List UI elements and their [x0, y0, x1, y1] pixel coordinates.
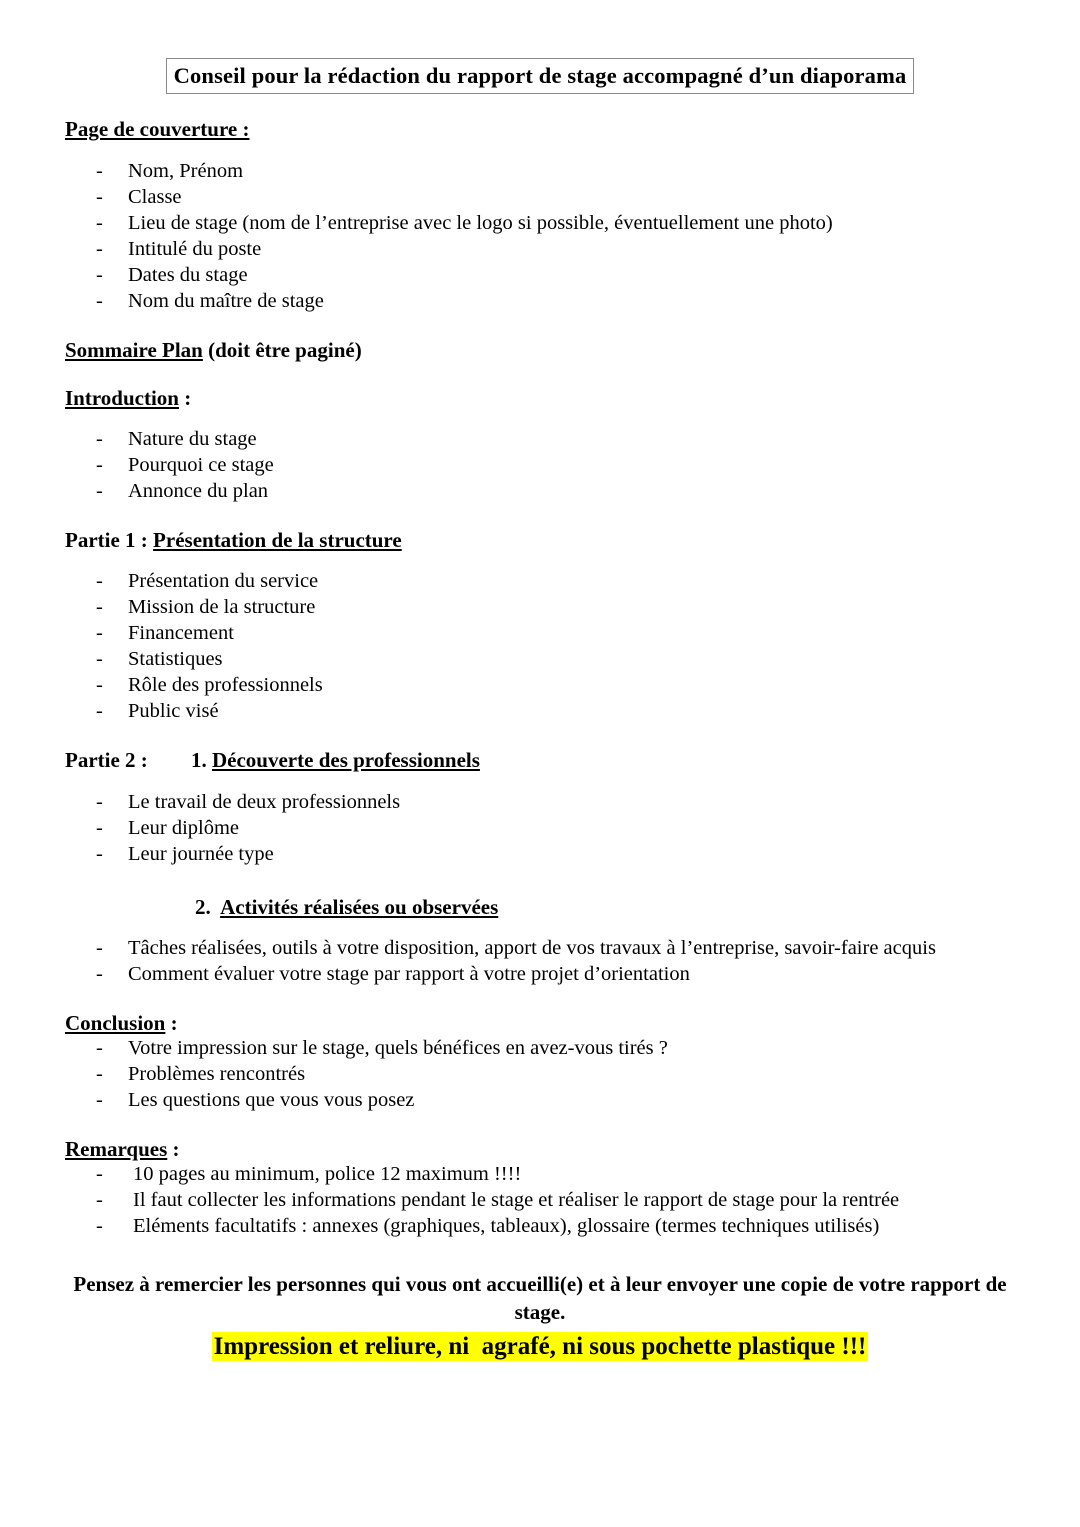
list-item: [0, 263, 1080, 289]
spacer: [0, 315, 1080, 337]
list-item: [0, 569, 1080, 595]
bullet-dash-icon: -: [96, 263, 103, 286]
section-sommaire-plan: [0, 337, 1080, 363]
heading-conclusion: [65, 1010, 1080, 1036]
list-item: [0, 1214, 1080, 1240]
section-closing: [0, 1271, 1080, 1363]
bullet-dash-icon: -: [96, 570, 103, 593]
list-item: [0, 936, 1080, 962]
list-item: [0, 453, 1080, 479]
list-item: [0, 673, 1080, 699]
partie-1-title: Présentation de la structure: [153, 528, 402, 553]
bullet-dash-icon: -: [96, 674, 103, 697]
list-item: [0, 479, 1080, 505]
spacer: [0, 1262, 1080, 1271]
list-item: [0, 289, 1080, 315]
list-item: [0, 1062, 1080, 1088]
spacer: [0, 868, 1080, 890]
list-item: [0, 595, 1080, 621]
list-item: [0, 647, 1080, 673]
section-partie-1: [0, 527, 1080, 725]
spacer: [0, 774, 1080, 790]
bullet-dash-icon: -: [96, 622, 103, 645]
heading-partie-2: [65, 747, 1080, 773]
list-item: [0, 962, 1080, 988]
list-item-label: Tâches réalisées, outils à votre disposition, apport de vos travaux à l’entreprise, savoir-faire acquis: [128, 936, 936, 959]
bullet-dash-icon: -: [96, 596, 103, 619]
list-item-label: Annonce du plan: [128, 480, 269, 503]
list-partie-2-sub1: [0, 790, 1080, 868]
bullet-dash-icon: -: [96, 790, 103, 813]
list-item-label: Statistiques: [128, 648, 223, 671]
heading-partie-2-sub2: [195, 894, 1080, 920]
heading-remarques: [65, 1136, 1080, 1162]
bullet-dash-icon: -: [96, 1163, 103, 1186]
bullet-dash-icon: -: [96, 211, 103, 234]
list-conclusion: [0, 1036, 1080, 1114]
list-item: [0, 185, 1080, 211]
spacer: [0, 411, 1080, 427]
list-partie-2-sub2: [0, 936, 1080, 988]
list-item-label: Pourquoi ce stage: [128, 454, 274, 477]
spacer: [0, 1240, 1080, 1262]
list-item-label: Classe: [128, 185, 182, 208]
section-introduction: [0, 385, 1080, 505]
spacer: [0, 505, 1080, 527]
list-item-label: Public visé: [128, 700, 219, 723]
document-title-container: [0, 58, 1080, 94]
heading-text-plain: :: [167, 1137, 180, 1162]
spacer: [0, 553, 1080, 569]
heading-page-de-couverture: [65, 116, 1080, 142]
section-partie-2: [0, 747, 1080, 988]
bullet-dash-icon: -: [96, 1089, 103, 1112]
list-item: [0, 816, 1080, 842]
closing-paragraph: Pensez à remercier les personnes qui vous ont accueilli(e) et à leur envoyer une copie de votre rapport de stage.: [73, 1272, 1007, 1324]
bullet-dash-icon: -: [96, 289, 103, 312]
list-item: [0, 1188, 1080, 1214]
list-item-label: Il faut collecter les informations pendant le stage et réaliser le rapport de stage pour la rentrée: [133, 1189, 900, 1212]
list-partie-1: [0, 569, 1080, 725]
list-item: [0, 1088, 1080, 1114]
list-item-label: Leur journée type: [128, 842, 274, 865]
page-title: Conseil pour la rédaction du rapport de stage accompagné d’un diaporama: [166, 58, 915, 94]
bullet-dash-icon: -: [96, 936, 103, 959]
list-item-label: Présentation du service: [128, 570, 319, 593]
list-item-label: Nom du maître de stage: [128, 289, 324, 312]
partie-2-sub2-number: 2.: [195, 894, 221, 919]
spacer: [0, 988, 1080, 1010]
bullet-dash-icon: -: [96, 816, 103, 839]
spacer: [0, 143, 1080, 159]
heading-sommaire-plan: [65, 337, 1080, 363]
list-item-label: Nature du stage: [128, 428, 257, 451]
bullet-dash-icon: -: [96, 1037, 103, 1060]
list-item: [0, 1036, 1080, 1062]
list-item-label: Mission de la structure: [128, 596, 316, 619]
bullet-dash-icon: -: [96, 1063, 103, 1086]
list-item: [0, 159, 1080, 185]
spacer: [0, 94, 1080, 116]
closing-highlight-container: [0, 1331, 1080, 1364]
list-item-label: Dates du stage: [128, 263, 248, 286]
partie-2-sub1-title: Découverte des professionnels: [212, 748, 480, 773]
bullet-dash-icon: -: [96, 185, 103, 208]
list-page-de-couverture: [0, 159, 1080, 315]
spacer: [0, 363, 1080, 385]
heading-text-underlined: Conclusion: [65, 1010, 166, 1035]
bullet-dash-icon: -: [96, 1189, 103, 1212]
list-item-label: Le travail de deux professionnels: [128, 790, 401, 813]
heading-text-plain: (doit être paginé): [202, 337, 362, 362]
list-remarques: [0, 1162, 1080, 1240]
heading-text-underlined: Sommaire Plan: [65, 337, 203, 362]
partie-1-label: Partie 1 :: [65, 528, 154, 553]
bullet-dash-icon: -: [96, 454, 103, 477]
list-item-label: Eléments facultatifs : annexes (graphiques, tableaux), glossaire (termes techniques utilisés): [133, 1215, 880, 1238]
bullet-dash-icon: -: [96, 1215, 103, 1238]
bullet-dash-icon: -: [96, 428, 103, 451]
list-item-label: Lieu de stage (nom de l’entreprise avec le logo si possible, éventuellement une photo): [128, 211, 833, 234]
partie-2-sub1-number: 1.: [191, 748, 212, 773]
heading-text-underlined: Remarques: [65, 1137, 168, 1162]
list-item-label: Nom, Prénom: [128, 159, 244, 182]
heading-text-underlined: Introduction: [65, 385, 179, 410]
list-item: [0, 842, 1080, 868]
list-item: [0, 699, 1080, 725]
heading-text-plain: :: [178, 385, 192, 410]
list-introduction: [0, 427, 1080, 505]
bullet-dash-icon: -: [96, 159, 103, 182]
list-item-label: Les questions que vous vous posez: [128, 1089, 415, 1112]
list-item: [0, 211, 1080, 237]
bullet-dash-icon: -: [96, 237, 103, 260]
heading-partie-1: [65, 527, 1080, 553]
list-item: [0, 621, 1080, 647]
partie-2-label: Partie 2 :: [65, 748, 148, 773]
section-remarques: [0, 1136, 1080, 1240]
bullet-dash-icon: -: [96, 842, 103, 865]
bullet-dash-icon: -: [96, 700, 103, 723]
spacer: [0, 1114, 1080, 1136]
list-item-label: Rôle des professionnels: [128, 674, 323, 697]
bullet-dash-icon: -: [96, 962, 103, 985]
bullet-dash-icon: -: [96, 480, 103, 503]
list-item: [0, 237, 1080, 263]
heading-text: Page de couverture :: [65, 117, 250, 142]
heading-introduction: [65, 385, 1080, 411]
list-item-label: Intitulé du poste: [128, 237, 262, 260]
heading-text-plain: :: [165, 1010, 178, 1035]
list-item-label: Leur diplôme: [128, 816, 240, 839]
bullet-dash-icon: -: [96, 648, 103, 671]
partie-2-tab-gap: [148, 748, 191, 772]
spacer: [0, 920, 1080, 936]
list-item: [0, 427, 1080, 453]
closing-highlighted-text: Impression et reliure, ni agrafé, ni sous pochette plastique !!!: [213, 1333, 867, 1361]
list-item-label: 10 pages au minimum, police 12 maximum !!!!: [133, 1163, 522, 1186]
list-item: [0, 1162, 1080, 1188]
partie-2-sub2-title: Activités réalisées ou observées: [220, 894, 499, 919]
list-item-label: Problèmes rencontrés: [128, 1063, 306, 1086]
list-item-label: Votre impression sur le stage, quels bénéfices en avez-vous tirés ?: [128, 1037, 668, 1060]
list-item-label: Financement: [128, 622, 234, 645]
list-item-label: Comment évaluer votre stage par rapport à votre projet d’orientation: [128, 962, 690, 985]
section-conclusion: [0, 1010, 1080, 1114]
spacer: [0, 725, 1080, 747]
list-item: [0, 790, 1080, 816]
section-page-de-couverture: [0, 116, 1080, 314]
